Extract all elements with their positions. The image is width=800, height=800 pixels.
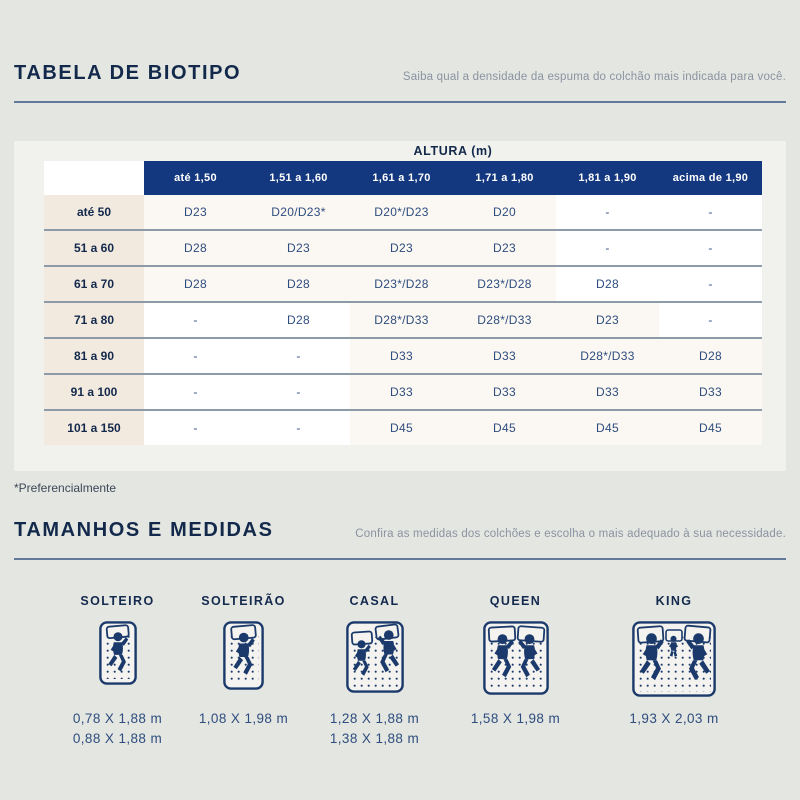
density-cell: -	[247, 374, 350, 410]
table-row	[44, 195, 762, 230]
divider	[14, 101, 786, 103]
density-cell: -	[659, 195, 762, 230]
density-cell: D23	[350, 230, 453, 266]
density-cell: D20*/D23	[350, 195, 453, 230]
density-cell: -	[144, 338, 247, 374]
density-cell: -	[247, 410, 350, 445]
density-cell: -	[659, 230, 762, 266]
single-bed-icon	[223, 621, 264, 690]
table-row	[44, 230, 762, 266]
card-solteirao	[186, 594, 301, 748]
density-cell: D23	[247, 230, 350, 266]
density-cell: D28	[144, 230, 247, 266]
density-cell: D33	[453, 374, 556, 410]
biotipo-table	[44, 161, 762, 445]
density-cell: D28*/D33	[556, 338, 659, 374]
density-cell: -	[144, 374, 247, 410]
density-cell: D20	[453, 195, 556, 230]
density-cell: -	[144, 302, 247, 338]
density-cell: D45	[556, 410, 659, 445]
height-group-label: ALTURA (m)	[413, 144, 493, 158]
density-cell: -	[659, 302, 762, 338]
weight-row-label: 71 a 80	[44, 302, 144, 338]
density-cell: -	[556, 230, 659, 266]
density-cell: D23*/D28	[453, 266, 556, 302]
single-bed-icon	[99, 621, 137, 685]
weight-row-label: 51 a 60	[44, 230, 144, 266]
weight-row-label: 81 a 90	[44, 338, 144, 374]
biotipo-header	[14, 0, 786, 85]
card-title: QUEEN	[489, 594, 542, 608]
density-cell: D28	[247, 302, 350, 338]
family-bed-icon	[632, 621, 716, 697]
density-cell: D45	[659, 410, 762, 445]
card-sizes: 1,08 X 1,98 m	[198, 711, 289, 726]
density-cell: -	[247, 338, 350, 374]
density-cell: D33	[556, 374, 659, 410]
card-sizes: 0,78 X 1,88 m 0,88 X 1,88 m	[72, 711, 163, 746]
biotipo-table-panel	[14, 141, 786, 471]
card-title: SOLTEIRÃO	[201, 594, 286, 608]
density-cell: -	[659, 266, 762, 302]
density-cell: D33	[659, 374, 762, 410]
card-sizes: 1,58 X 1,98 m	[470, 711, 561, 726]
size-cards	[14, 560, 786, 748]
card-king	[594, 594, 754, 748]
card-casal	[312, 594, 437, 748]
card-title: SOLTEIRO	[80, 594, 155, 608]
card-title: CASAL	[349, 594, 400, 608]
density-cell: D33	[350, 374, 453, 410]
density-cell: D45	[453, 410, 556, 445]
density-cell: D23	[453, 230, 556, 266]
height-col-header: 1,51 a 1,60	[247, 161, 350, 195]
weight-row-label: 101 a 150	[44, 410, 144, 445]
density-cell: D28	[247, 266, 350, 302]
card-title: KING	[655, 594, 693, 608]
card-sizes: 1,28 X 1,88 m 1,38 X 1,88 m	[329, 711, 420, 746]
tamanhos-title: TAMANHOS E MEDIDAS	[14, 519, 274, 541]
density-cell: D23*/D28	[350, 266, 453, 302]
density-cell: D28	[144, 266, 247, 302]
height-col-header: até 1,50	[144, 161, 247, 195]
density-cell: D33	[453, 338, 556, 374]
density-cell: D28*/D33	[453, 302, 556, 338]
density-cell: D33	[350, 338, 453, 374]
table-row	[44, 374, 762, 410]
height-col-header: 1,61 a 1,70	[350, 161, 453, 195]
density-cell: D28	[556, 266, 659, 302]
table-corner	[44, 161, 144, 195]
density-cell: -	[144, 410, 247, 445]
table-row	[44, 410, 762, 445]
density-cell: D23	[144, 195, 247, 230]
footnote: *Preferencialmente	[14, 481, 117, 495]
density-cell: D28*/D33	[350, 302, 453, 338]
tamanhos-header	[14, 495, 786, 542]
double-bed-icon	[346, 621, 404, 693]
weight-row-label: 91 a 100	[44, 374, 144, 410]
weight-row-label: até 50	[44, 195, 144, 230]
double-bed-icon	[483, 621, 549, 695]
card-solteiro	[60, 594, 175, 748]
table-row	[44, 266, 762, 302]
table-header-row	[44, 161, 762, 195]
height-col-header: 1,81 a 1,90	[556, 161, 659, 195]
density-cell: D28	[659, 338, 762, 374]
height-col-header: 1,71 a 1,80	[453, 161, 556, 195]
density-cell: -	[556, 195, 659, 230]
density-cell: D20/D23*	[247, 195, 350, 230]
card-queen	[448, 594, 583, 748]
table-row	[44, 302, 762, 338]
density-cell: D45	[350, 410, 453, 445]
density-cell: D23	[556, 302, 659, 338]
height-col-header: acima de 1,90	[659, 161, 762, 195]
tamanhos-subtitle: Confira as medidas dos colchões e escolha o mais adequado à sua necessidade.	[355, 528, 786, 540]
weight-row-label: 61 a 70	[44, 266, 144, 302]
table-row	[44, 338, 762, 374]
card-sizes: 1,93 X 2,03 m	[629, 711, 719, 726]
biotipo-title: TABELA DE BIOTIPO	[14, 62, 242, 84]
biotipo-subtitle: Saiba qual a densidade da espuma do colchão mais indicada para você.	[402, 71, 786, 83]
